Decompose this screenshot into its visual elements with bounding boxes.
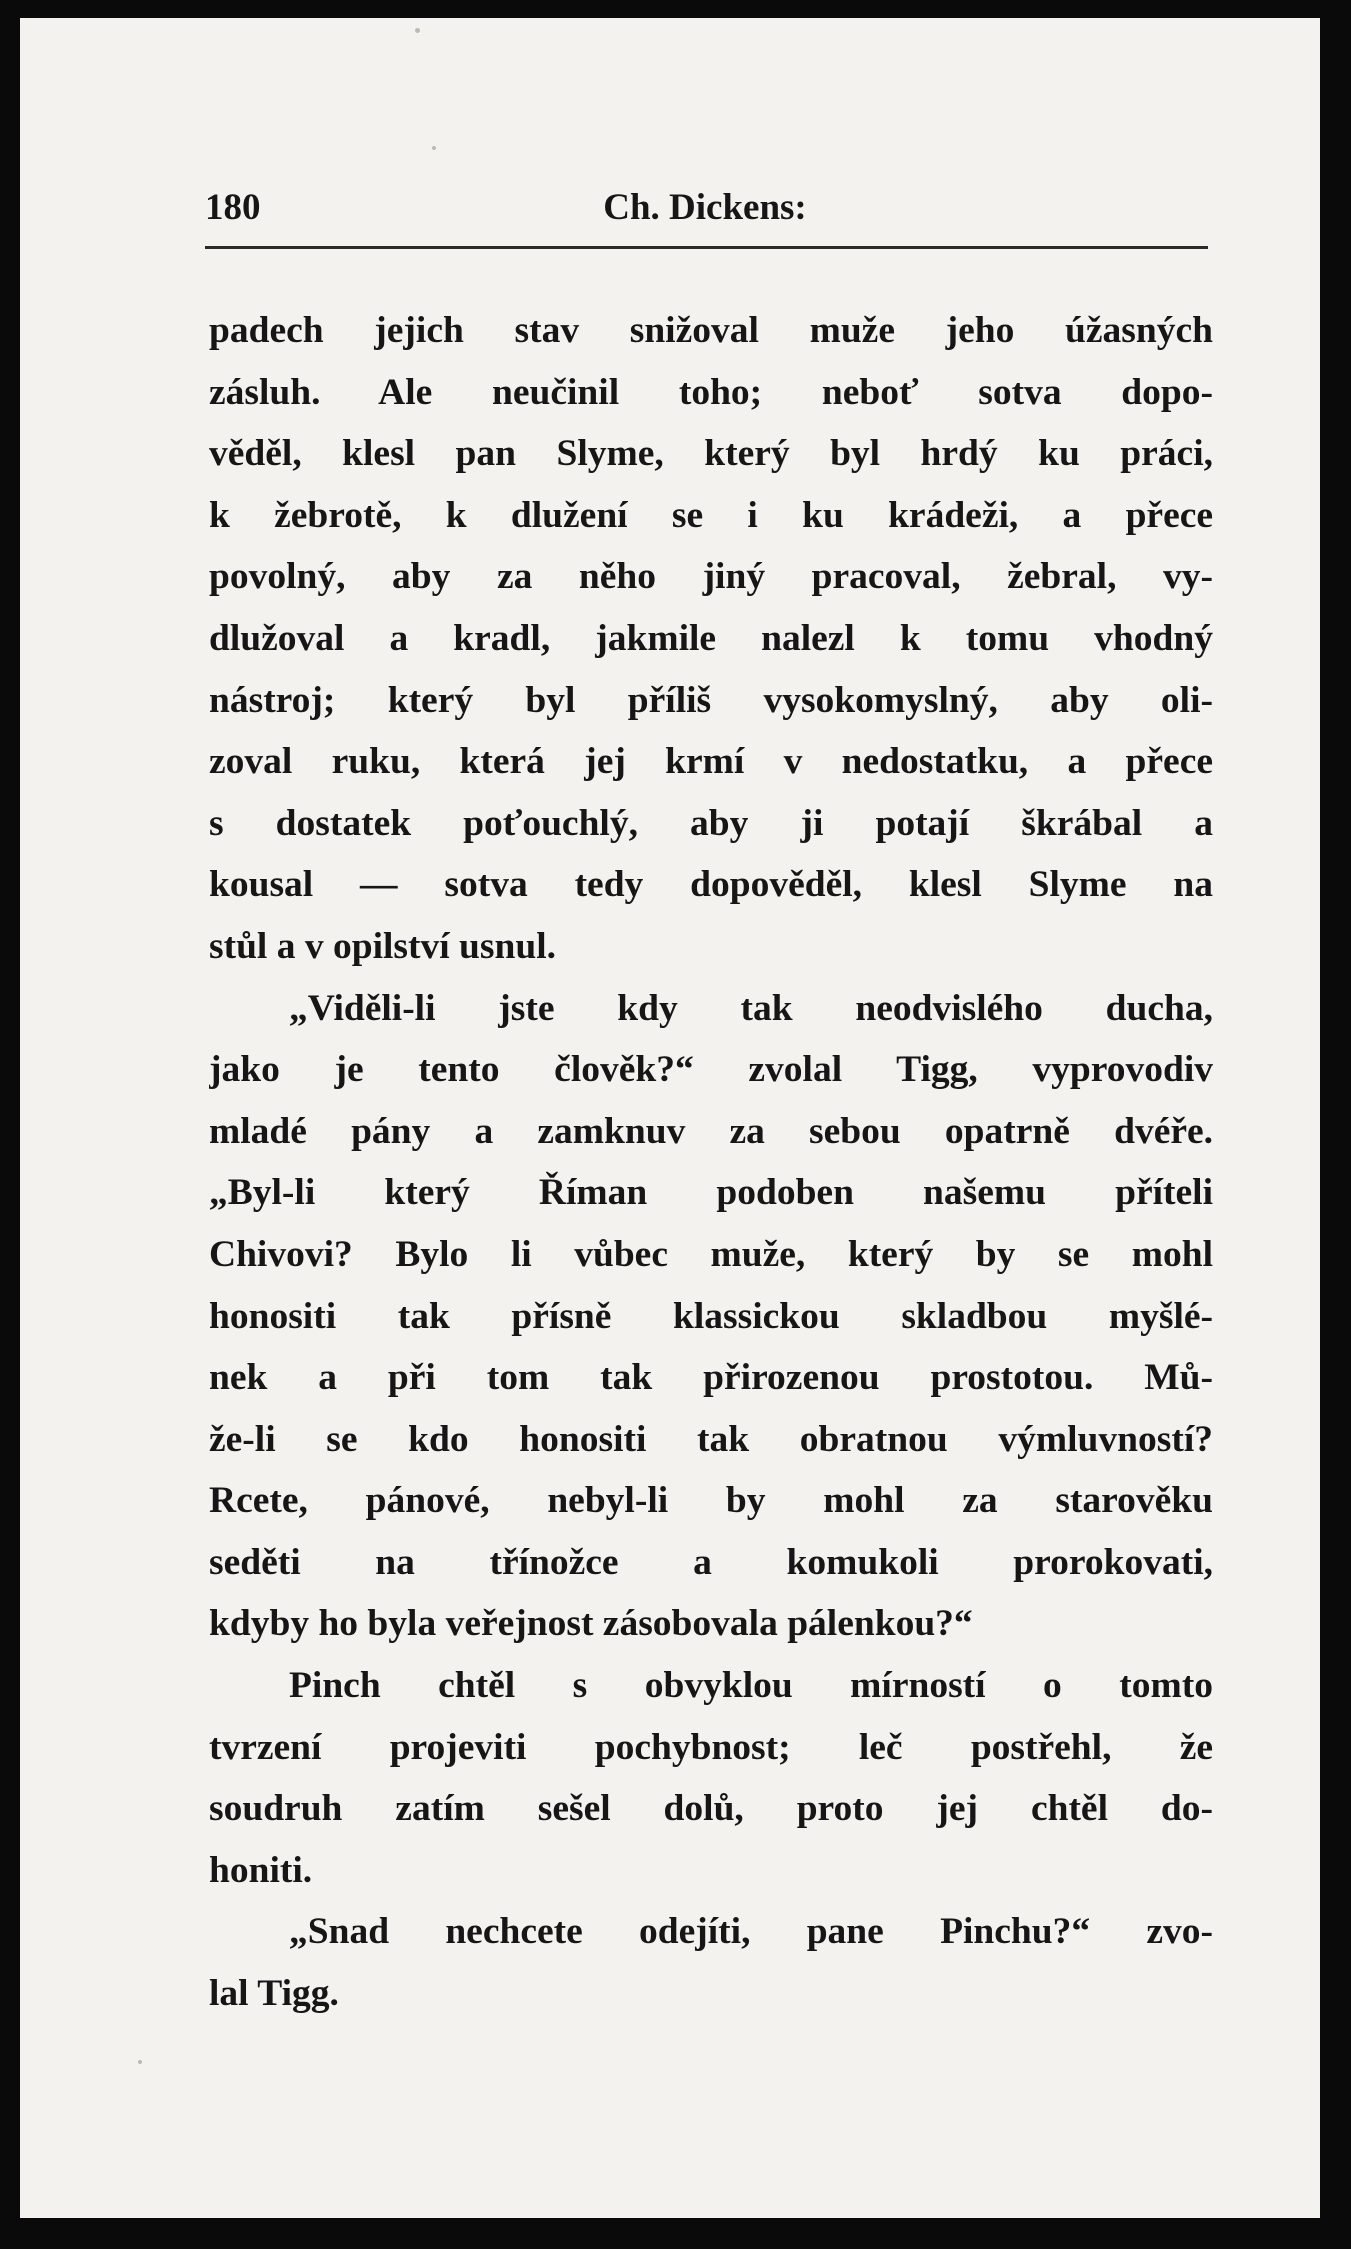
text-line: Rcete, pánové, nebyl-li by mohl za starověku: [209, 1480, 1213, 1522]
text-line: „Byl-li který Říman podoben našemu příteli: [209, 1172, 1213, 1214]
text-line: soudruh zatím sešel dolů, proto jej chtěl do-: [209, 1788, 1213, 1830]
text-line: jako je tento člověk?“ zvolal Tigg, vyprovodiv: [209, 1049, 1213, 1091]
text-line: mladé pány a zamknuv za sebou opatrně dvéře.: [209, 1110, 1213, 1152]
text-line: Chivovi? Bylo li vůbec muže, který by se mohl: [209, 1233, 1213, 1275]
text-line: tvrzení projeviti pochybnost; leč postřehl, že: [209, 1726, 1213, 1768]
text-line: „Snad nechcete odejíti, pane Pinchu?“ zvo-: [289, 1911, 1213, 1953]
text-line: honositi tak přísně klassickou skladbou myšlé-: [209, 1295, 1213, 1337]
text-line: Pinch chtěl s obvyklou mírností o tomto: [289, 1665, 1213, 1707]
text-line: kdyby ho byla veřejnost zásobovala pálenkou?“: [209, 1603, 973, 1645]
text-line: nástroj; který byl příliš vysokomyslný, aby oli-: [209, 679, 1213, 721]
book-page: [20, 18, 1320, 2218]
text-line: povolný, aby za něho jiný pracoval, žebral, vy-: [209, 556, 1213, 598]
text-line: seděti na třínožce a komukoli prorokovati,: [209, 1541, 1213, 1583]
text-line: zásluh. Ale neučinil toho; neboť sotva dopo-: [209, 371, 1213, 413]
text-line: dlužoval a kradl, jakmile nalezl k tomu vhodný: [209, 617, 1213, 659]
paper-speck: [432, 146, 436, 150]
running-title: Ch. Dickens:: [603, 187, 807, 228]
page-number: 180: [205, 187, 261, 228]
text-line: věděl, klesl pan Slyme, který byl hrdý ku práci,: [209, 433, 1213, 475]
body-text: [209, 300, 1213, 2025]
text-line: lal Tigg.: [209, 1973, 339, 2015]
paper-speck: [415, 28, 420, 33]
text-line: že-li se kdo honositi tak obratnou výmluvností?: [209, 1418, 1213, 1460]
text-line: stůl a v opilství usnul.: [209, 925, 557, 967]
paper-speck: [138, 2060, 142, 2064]
text-line: honiti.: [209, 1849, 313, 1891]
running-head: [205, 186, 1205, 236]
header-rule: [205, 246, 1208, 249]
text-line: zoval ruku, která jej krmí v nedostatku, a přece: [209, 741, 1213, 783]
text-line: s dostatek poťouchlý, aby ji potají škrábal a: [209, 802, 1213, 844]
text-line: padech jejich stav snižoval muže jeho úžasných: [209, 310, 1213, 351]
text-line: k žebrotě, k dlužení se i ku krádeži, a přece: [209, 494, 1213, 536]
text-line: kousal — sotva tedy dopověděl, klesl Slyme na: [209, 864, 1213, 906]
text-line: „Viděli-li jste kdy tak neodvislého ducha,: [289, 987, 1213, 1029]
text-line: nek a při tom tak přirozenou prostotou. Mů-: [209, 1357, 1213, 1399]
